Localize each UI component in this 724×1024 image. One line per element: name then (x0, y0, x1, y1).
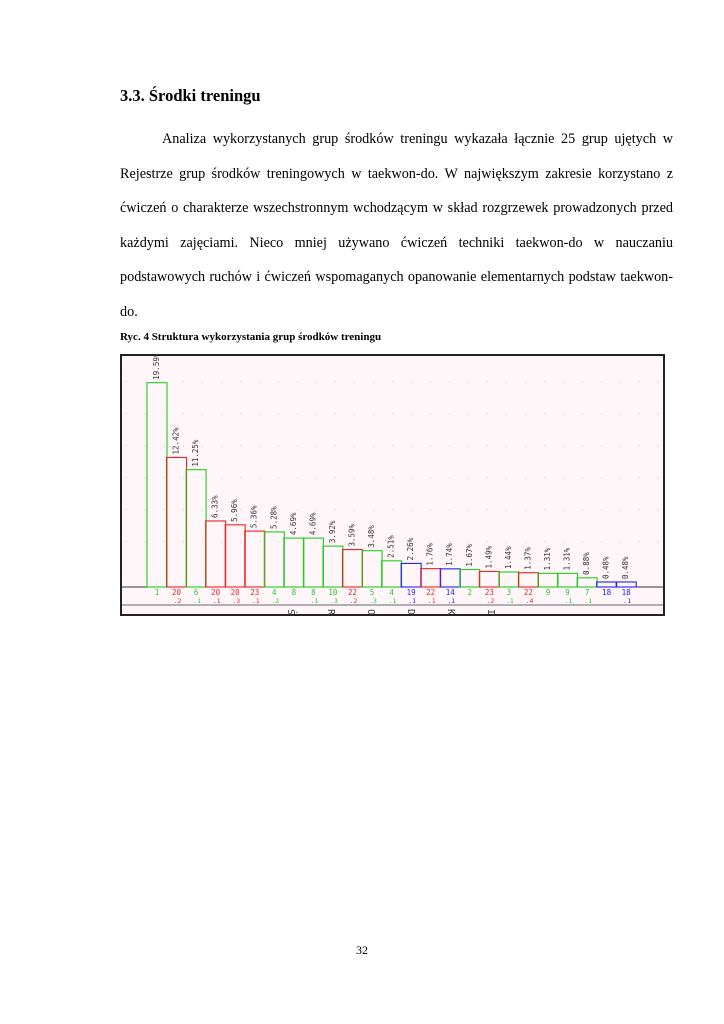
category-label: 5 (369, 588, 375, 597)
value-label: 5.96% (230, 499, 240, 522)
category-sublabel: .1 (447, 597, 456, 605)
category-sublabel: .1 (427, 597, 436, 605)
category-sublabel: .1 (193, 597, 202, 605)
value-label: 1.31% (562, 547, 572, 571)
category-label: 1 (154, 588, 160, 597)
category-sublabel: .1 (564, 597, 573, 605)
category-label: 20 (172, 588, 182, 597)
chart-frame-border (121, 355, 664, 615)
category-sublabel: .2 (486, 597, 495, 605)
category-sublabel: .1 (388, 597, 397, 605)
x-axis-label-letter: R (325, 609, 336, 616)
value-label: 5.36% (249, 505, 259, 529)
figure-caption: Ryc. 4 Struktura wykorzystania grup środków treningu (120, 331, 382, 343)
category-label: 19 (406, 588, 416, 597)
x-axis-label-letter: I (485, 609, 496, 616)
category-label: 4 (389, 588, 394, 597)
category-sublabel: .1 (584, 597, 593, 605)
category-label: 4 (272, 588, 277, 597)
category-label: 22 (523, 588, 533, 597)
category-sublabel: .1 (623, 597, 632, 605)
value-label: 19.59% (152, 354, 161, 380)
value-label: 11.25% (191, 439, 201, 467)
value-label: 2.51% (386, 535, 396, 558)
category-label: 8 (291, 588, 297, 597)
x-axis-label-letter: K (445, 609, 456, 616)
category-label: 22 (426, 588, 436, 597)
value-label: 3.48% (367, 525, 377, 548)
value-label: 1.76% (425, 543, 435, 566)
value-label: 3.59% (347, 523, 357, 547)
paragraph-text: Analiza wykorzystanych grup środków treningu wykazała łącznie 25 grup ujętych w Rejestrze grup środków treningowych w taekwon-do. W największym zakresie korzystano z ćwiczeń o charakterze wszechstronnym wchodzącym w skład rozgrzewek prowadzonych przed każdymi zajęciami. Nieco mniej używano ćwiczeń techniki taekwon-do w nauczaniu podstawowych ruchów i ćwiczeń wspomaganych opanowanie elementarnych podstaw taekwon-do. (120, 131, 673, 320)
category-sublabel: .1 (408, 597, 417, 605)
category-label: 18 (602, 588, 612, 597)
category-label: 9 (545, 588, 551, 597)
category-label: 23 (250, 588, 260, 597)
value-label: 2.26% (406, 537, 416, 561)
value-label: 3.92% (327, 520, 337, 544)
category-label: 6 (193, 588, 199, 597)
category-sublabel: .4 (525, 597, 534, 605)
x-axis-label-letter: D (405, 609, 416, 616)
value-label: 4.69% (288, 512, 298, 536)
category-label: 18 (621, 588, 631, 597)
category-sublabel: .2 (271, 597, 280, 605)
category-sublabel: .1 (505, 597, 514, 605)
category-sublabel: .1 (310, 597, 319, 605)
value-label: 6.33% (210, 495, 220, 518)
section-heading: 3.3. Środki treningu (120, 86, 261, 105)
value-label: 1.31% (543, 547, 552, 571)
category-label: 2 (467, 588, 473, 597)
value-label: 1.44% (503, 546, 513, 569)
category-sublabel: .3 (330, 597, 338, 605)
x-axis-label-letter: O (365, 609, 376, 616)
x-axis-label-letter: Ś (285, 609, 296, 616)
category-label: 9 (565, 588, 570, 597)
category-label: 3 (506, 588, 512, 597)
value-label: 4.69% (308, 512, 318, 536)
category-sublabel: .2 (349, 597, 358, 605)
category-sublabel: .3 (232, 597, 241, 605)
chart-svg (120, 354, 665, 616)
body-paragraph (120, 122, 673, 329)
page-number: 32 (356, 943, 368, 957)
category-label: 7 (584, 588, 590, 597)
value-label: 1.37% (523, 547, 533, 570)
value-label: 1.67% (464, 544, 474, 567)
category-sublabel: .1 (212, 597, 221, 605)
category-sublabel: .1 (251, 597, 260, 605)
value-label: 1.74% (445, 543, 455, 566)
category-label: 10 (328, 588, 338, 597)
category-sublabel: .3 (369, 597, 377, 605)
category-label: 23 (484, 588, 494, 597)
category-label: 14 (445, 588, 455, 597)
bar-chart (120, 354, 665, 616)
value-label: 5.28% (269, 506, 279, 529)
value-label: 0.48% (621, 556, 631, 579)
value-label: 1.49% (484, 545, 494, 569)
category-label: 20 (230, 588, 240, 597)
category-sublabel: .2 (173, 597, 182, 605)
value-label: 12.42% (171, 427, 181, 455)
category-label: 8 (311, 588, 316, 597)
category-label: 22 (347, 588, 358, 597)
category-label: 20 (211, 588, 221, 597)
value-label: 0.48% (601, 556, 611, 579)
value-label: 0.88% (582, 552, 592, 575)
